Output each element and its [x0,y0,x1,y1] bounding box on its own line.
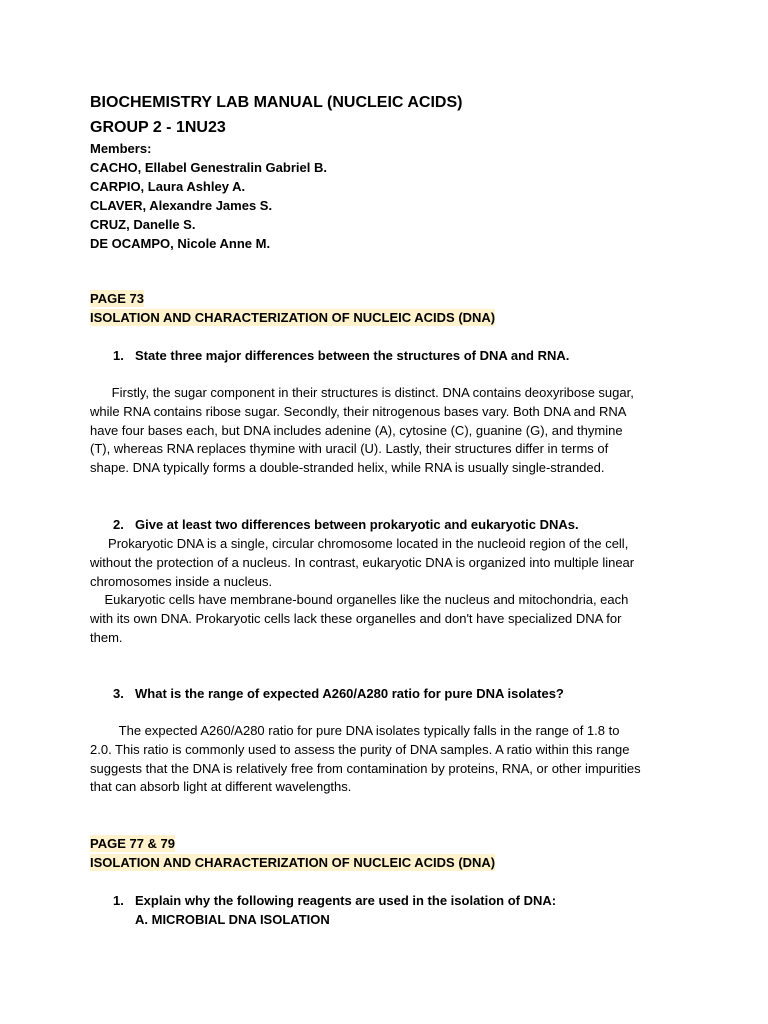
answer-paragraph [90,722,690,797]
question-3 [113,685,564,703]
answer-line: 2.0. This ratio is commonly used to assess the purity of DNA samples. A ratio within this range [90,741,630,757]
answer-line: Prokaryotic DNA is a single, circular chromosome located in the nucleoid region of the cell, [90,536,629,551]
answer-line: that can absorb light at different wavelengths. [90,779,352,795]
question-number: 2. [113,517,124,532]
member-name: DE OCAMPO, Nicole Anne M. [90,236,271,251]
answer-line: have four bases each, but DNA includes adenine (A), cytosine (C), guanine (G), and thymine [90,422,623,438]
question-text: Give at least two differences between prokaryotic and eukaryotic DNAs. [135,517,579,532]
answer-line: Eukaryotic cells have membrane-bound organelles like the nucleus and mitochondria, each [90,592,629,608]
members-label: Members: [90,141,152,156]
answer-line: Firstly, the sugar component in their structures is distinct. DNA contains deoxyribose sugar, [90,385,634,400]
question-1 [113,347,569,365]
answer-line: while RNA contains ribose sugar. Secondly, their nitrogenous bases vary. Both DNA and RNA [90,403,627,419]
section-page-label: PAGE 77 & 79 [90,836,176,851]
section-page-label: PAGE 73 [90,291,144,306]
document-title: BIOCHEMISTRY LAB MANUAL (NUCLEIC ACIDS) [90,94,463,111]
answer-line: with its own DNA. Prokaryotic cells lack these organelles and don't have specialized DNA for [90,611,622,627]
answer-line: The expected A260/A280 ratio for pure DNA isolates typically falls in the range of 1.8 to [90,723,620,738]
answer-paragraph [90,535,690,648]
answer-line: (T), whereas RNA replaces thymine with uracil (U). Lastly, their structures differ in terms of [90,441,609,457]
question-text: State three major differences between the structures of DNA and RNA. [135,348,570,363]
member-name: CLAVER, Alexandre James S. [90,198,273,213]
question-text: What is the range of expected A260/A280 ratio for pure DNA isolates? [135,686,564,701]
section-heading: ISOLATION AND CHARACTERIZATION OF NUCLEIC ACIDS (DNA) [90,855,496,870]
section-heading: ISOLATION AND CHARACTERIZATION OF NUCLEIC ACIDS (DNA) [90,310,496,325]
question-number: 1. [113,348,124,363]
question-number: 1. [113,893,124,908]
answer-line: chromosomes inside a nucleus. [90,573,273,589]
answer-line: them. [90,629,123,645]
group-label: GROUP 2 - 1NU23 [90,119,226,136]
question-number: 3. [113,686,124,701]
question-1-section-2 [113,892,556,910]
answer-paragraph [90,384,690,478]
document-page [90,0,690,1024]
question-text: Explain why the following reagents are used in the isolation of DNA: [135,893,557,908]
sub-heading: A. MICROBIAL DNA ISOLATION [135,912,330,927]
answer-line: shape. DNA typically forms a double-stranded helix, while RNA is usually single-stranded. [90,460,605,476]
answer-line: suggests that the DNA is relatively free from contamination by proteins, RNA, or other impurities [90,760,641,776]
question-2 [113,516,579,534]
member-name: CARPIO, Laura Ashley A. [90,179,246,194]
answer-line: without the protection of a nucleus. In contrast, eukaryotic DNA is organized into multiple linear [90,554,635,570]
member-name: CRUZ, Danelle S. [90,217,196,232]
member-name: CACHO, Ellabel Genestralin Gabriel B. [90,160,327,175]
